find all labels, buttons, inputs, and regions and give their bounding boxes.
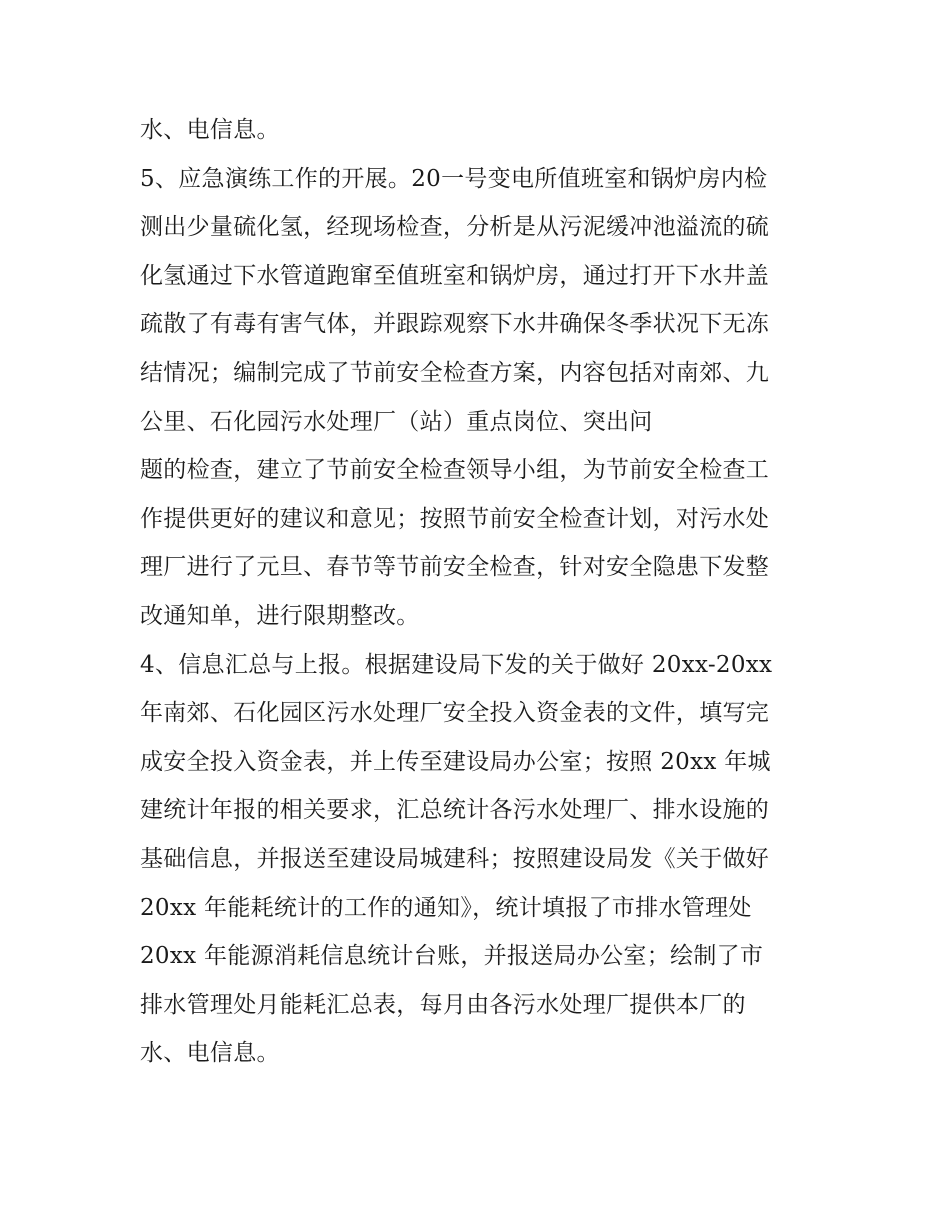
text-line: 成安全投入资金表，并上传至建设局办公室；按照 20xx 年城	[140, 748, 771, 775]
text-line: 水、电信息。	[140, 1040, 280, 1067]
section-4-heading-line: 4、信息汇总与上报。根据建设局下发的关于做好 20xx-20xx	[140, 651, 773, 678]
text-line: 20xx 年能源消耗信息统计台账，并报送局办公室；绘制了市	[140, 943, 764, 970]
text-line: 疏散了有毒有害气体，并跟踪观察下水井确保冬季状况下无冻	[140, 311, 770, 338]
text-line: 建统计年报的相关要求，汇总统计各污水处理厂、排水设施的	[140, 797, 770, 824]
text-line: 结情况；编制完成了节前安全检查方案，内容包括对南郊、九	[140, 359, 770, 386]
text-line: 基础信息，并报送至建设局城建科；按照建设局发《关于做好	[140, 845, 770, 872]
text-line: 年南郊、石化园区污水处理厂安全投入资金表的文件，填写完	[140, 700, 770, 727]
text-line: 化氢通过下水管道跑窜至值班室和锅炉房，通过打开下水井盖	[140, 262, 770, 289]
text-line: 理厂进行了元旦、春节等节前安全检查，针对安全隐患下发整	[140, 554, 770, 581]
text-line: 20xx 年能耗统计的工作的通知》，统计填报了市排水管理处	[140, 894, 752, 921]
text-line: 作提供更好的建议和意见；按照节前安全检查计划，对污水处	[140, 505, 770, 532]
text-line: 排水管理处月能耗汇总表，每月由各污水处理厂提供本厂的	[140, 991, 746, 1018]
text-line: 改通知单，进行限期整改。	[140, 602, 420, 629]
section-5-heading-line: 5、应急演练工作的开展。20一号变电所值班室和锅炉房内检	[140, 165, 768, 192]
text-line: 公里、石化园污水处理厂（站）重点岗位、突出问	[140, 408, 653, 435]
text-line: 水、电信息。	[140, 117, 280, 143]
text-line: 题的检查，建立了节前安全检查领导小组，为节前安全检查工	[140, 457, 770, 484]
document-page	[140, 106, 820, 1078]
text-line: 测出少量硫化氢，经现场检查，分析是从污泥缓冲池溢流的硫	[140, 214, 770, 241]
